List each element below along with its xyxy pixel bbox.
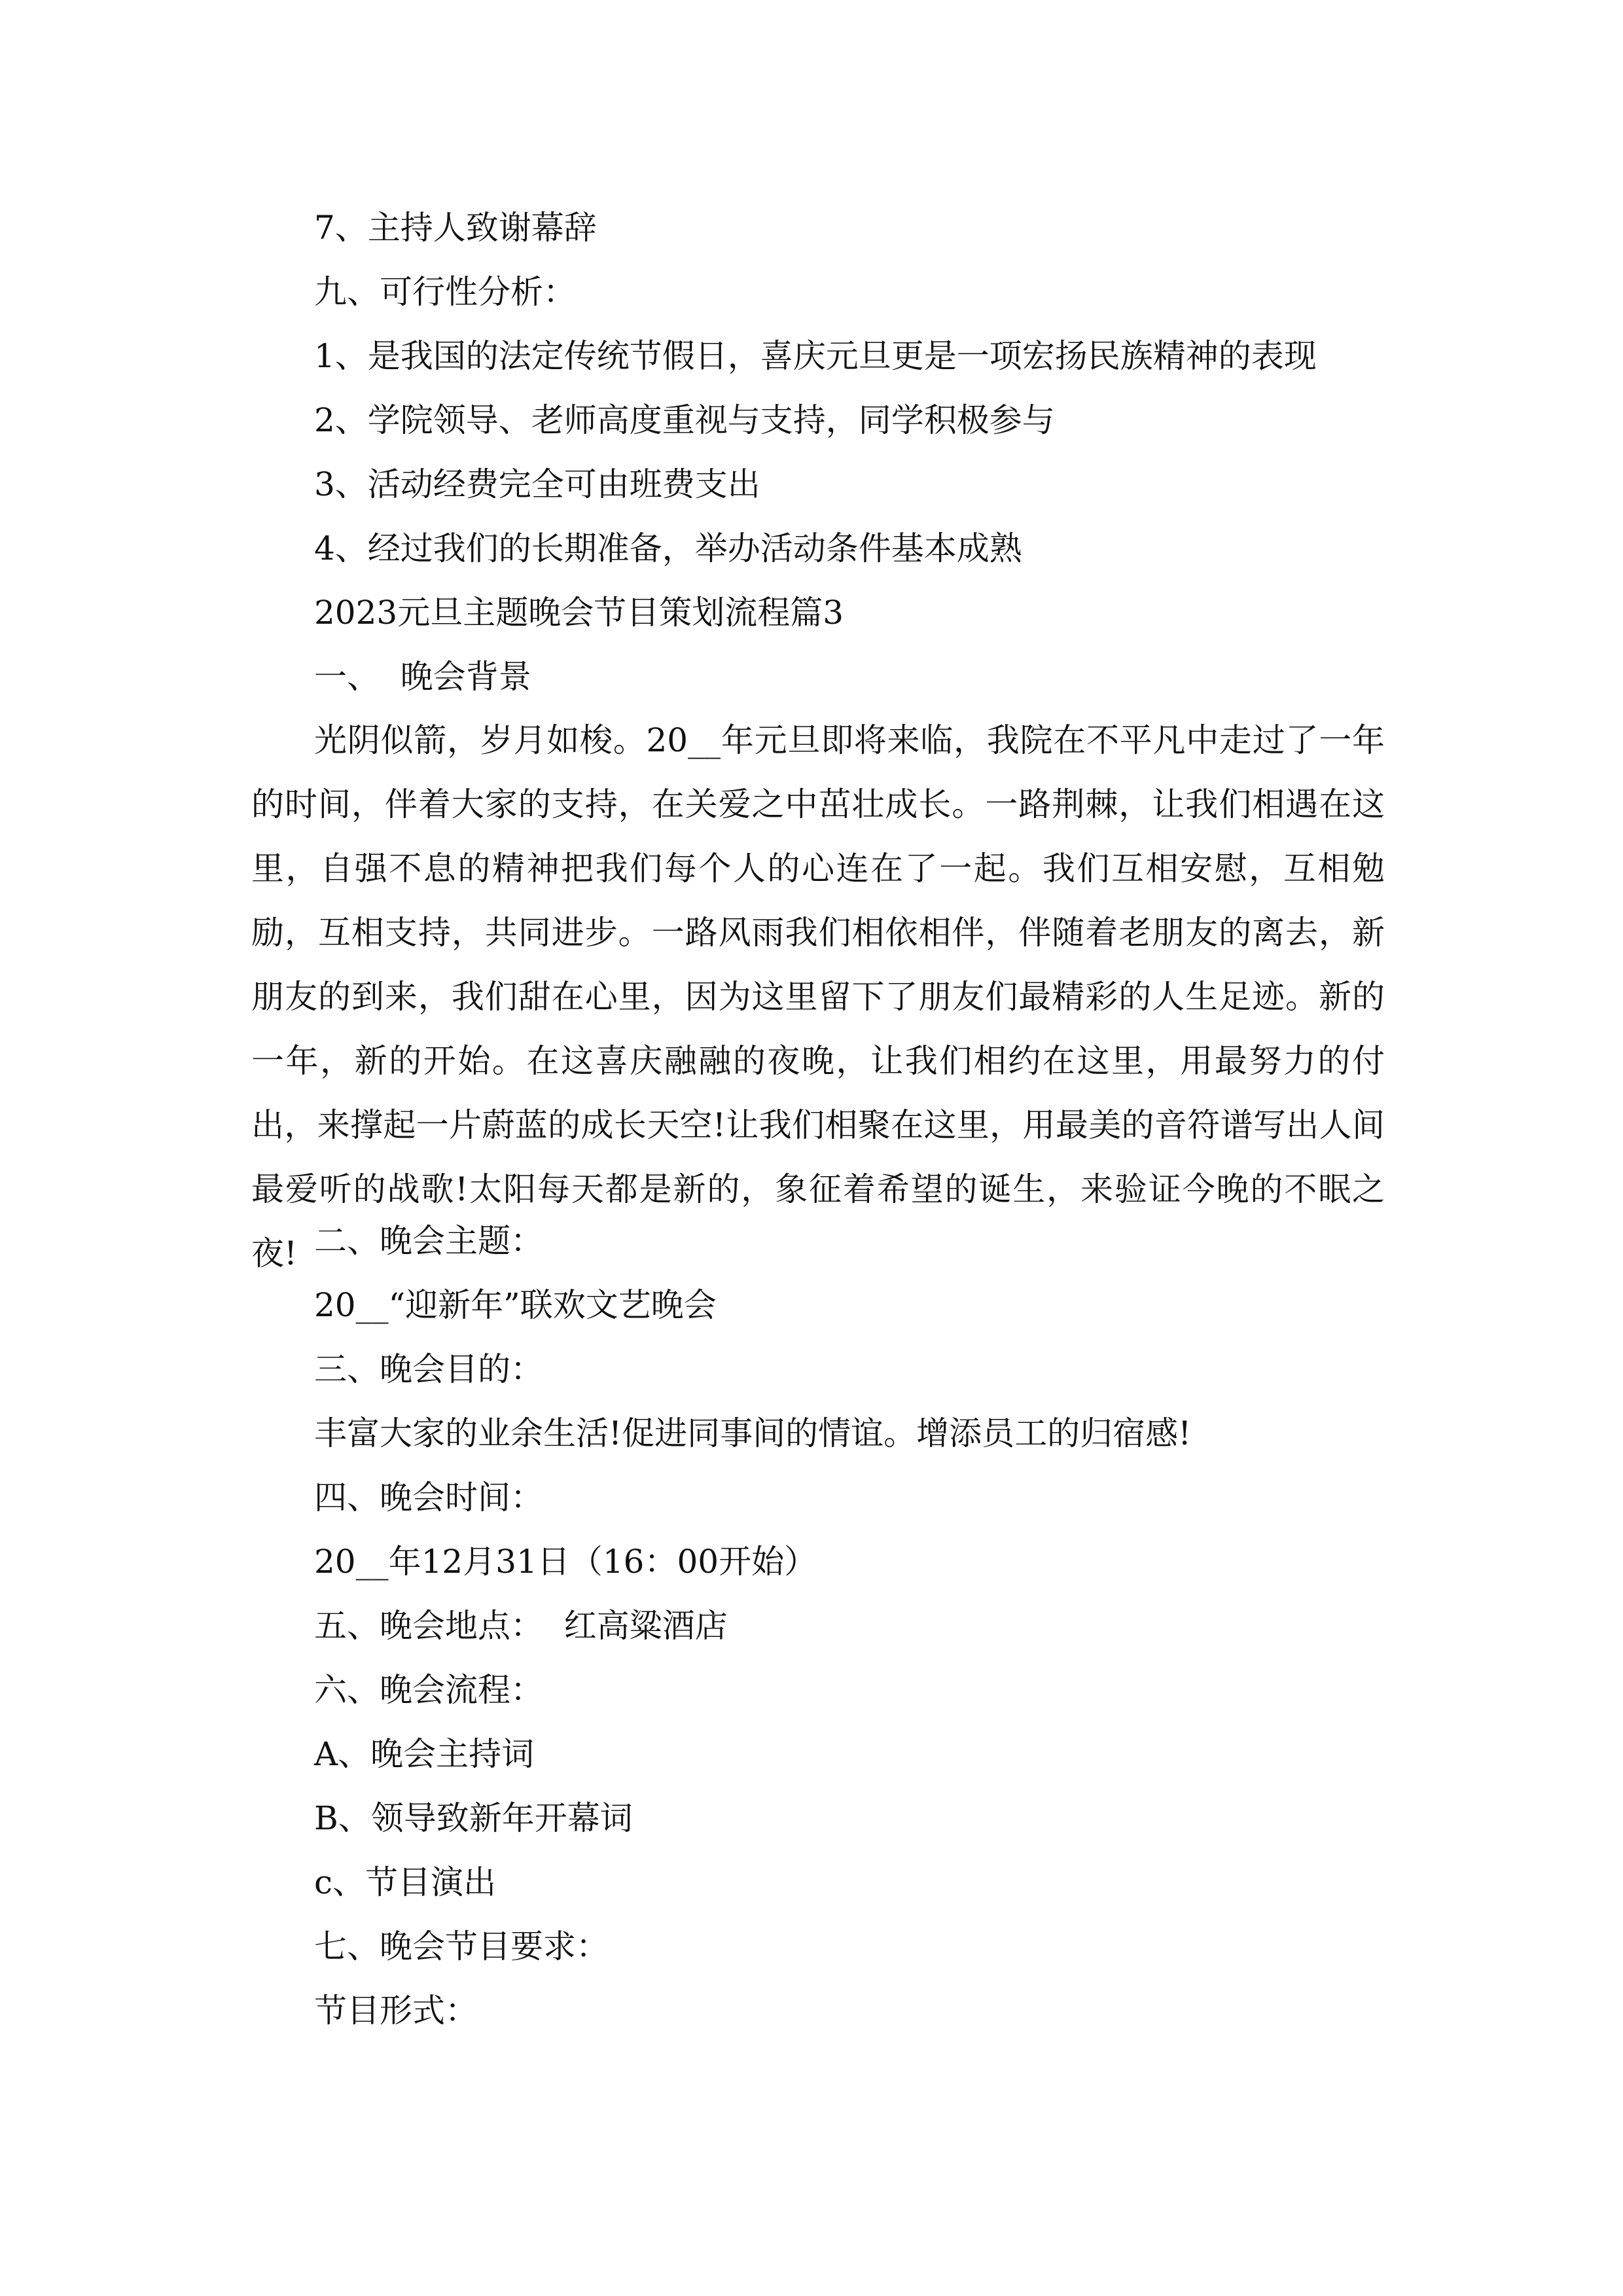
section-heading: 三、晚会目的： xyxy=(314,1350,543,1388)
section-heading: 一、 晚会背景 xyxy=(314,658,531,696)
section-heading: 五、晚会地点： 红高粱酒店 xyxy=(314,1607,728,1645)
text-line: 节目形式： xyxy=(314,1992,478,2030)
text-line: A、晚会主持词 xyxy=(314,1735,535,1773)
background-paragraph: 光阴似箭，岁月如梭。20__年元旦即将来临，我院在不平凡中走过了一年的时间，伴着大家的支持，在关爱之中茁壮成长。一路荆棘，让我们相遇在这里，自强不息的精神把我们每个人的心连在了一起。我们互相安慰，互相勉励，互相支持，共同进步。一路风雨我们相依相伴，伴随着老朋友的离去，新朋友的到来，我们甜在心里，因为这里留下了朋友们最精彩的人生足迹。新的一年，新的开始。在这喜庆融融的夜晚，让我们相约在这里，用最努力的付出，来撑起一片蔚蓝的成长天空!让我们相聚在这里，用最美的音符谱写出人间最爱听的战歌!太阳每天都是新的，象征着希望的诞生，来验证今晚的不眠之夜! xyxy=(251,721,1385,1272)
text-line: 7、主持人致谢幕辞 xyxy=(314,209,597,247)
section-heading: 七、晚会节目要求： xyxy=(314,1928,609,1965)
text-line: 丰富大家的业余生活!促进同事间的情谊。增添员工的归宿感! xyxy=(314,1414,1192,1452)
section-heading: 九、可行性分析： xyxy=(314,273,576,311)
text-line: c、节目演出 xyxy=(314,1863,497,1901)
text-line: 20__“迎新年”联欢文艺晚会 xyxy=(314,1286,717,1324)
text-line: 4、经过我们的长期准备，举办活动条件基本成熟 xyxy=(314,529,1022,567)
text-line: 20__年12月31日（16：00开始） xyxy=(314,1543,817,1581)
section-heading: 四、晚会时间： xyxy=(314,1479,543,1516)
text-line: B、领导致新年开幕词 xyxy=(314,1799,633,1837)
chapter-title: 2023元旦主题晚会节目策划流程篇3 xyxy=(314,594,844,632)
text-line: 1、是我国的法定传统节假日，喜庆元旦更是一项宏扬民族精神的表现 xyxy=(314,337,1317,375)
section-heading: 二、晚会主题： xyxy=(314,1222,543,1260)
text-line: 2、学院领导、老师高度重视与支持，同学积极参与 xyxy=(314,401,1055,439)
section-heading: 六、晚会流程： xyxy=(314,1671,543,1709)
text-line: 3、活动经费完全可由班费支出 xyxy=(314,465,760,503)
